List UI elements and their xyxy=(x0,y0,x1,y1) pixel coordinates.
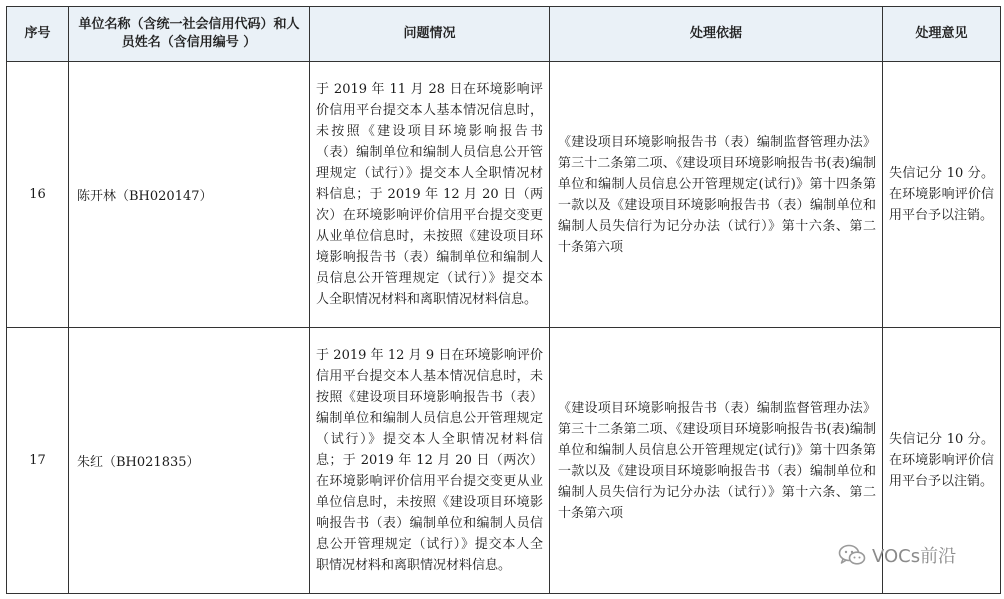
row-basis: 《建设项目环境影响报告书（表）编制监督管理办法》第三十二条第二项、《建设项目环境影响报告书(表)编制单位和编制人员信息公开管理规定(试行)》第十四条第一款以及《建设项目环境影响报告书（表）编制单位和编制人员失信行为记分办法（试行）》第十六条、第二十条第六项 xyxy=(550,328,883,594)
row-opinion: 失信记分 10 分。在环境影响评价信用平台予以注销。 xyxy=(883,328,1001,594)
row-problem: 于 2019 年 11 月 28 日在环境影响评价信用平台提交本人基本情况信息时，未按照《建设项目环境影响报告书（表）编制单位和编制人员信息公开管理规定（试行）》提交本人全职情况材料信息；于 2019 年 12 月 20 日（两次）在环境影响评价信用平台提交变更从业单位信息时，未按照《建设项目环境影响报告书（表）编制单位和编制人员信息公开管理规定（试行）》提交本人全职情况材料和离职情况材料信息。 xyxy=(310,62,550,328)
row-seq: 16 xyxy=(7,62,69,328)
row-name: 朱红（BH021835） xyxy=(69,328,310,594)
header-problem: 问题情况 xyxy=(310,7,550,62)
watermark-text: VOCs前沿 xyxy=(872,546,957,567)
row-basis: 《建设项目环境影响报告书（表）编制监督管理办法》第三十二条第二项、《建设项目环境影响报告书(表)编制单位和编制人员信息公开管理规定(试行)》第十四条第一款以及《建设项目环境影响报告书（表）编制单位和编制人员失信行为记分办法（试行）》第十六条、第二十条第六项 xyxy=(550,62,883,328)
watermark xyxy=(838,542,956,568)
row-problem: 于 2019 年 12 月 9 日在环境影响评价信用平台提交本人基本情况信息时，未按照《建设项目环境影响报告书（表）编制单位和编制人员信息公开管理规定（试行）》提交本人全职情况材料信息；于 2019 年 12 月 20 日（两次）在环境影响评价信用平台提交变更从业单位信息时，未按照《建设项目环境影响报告书（表）编制单位和编制人员信息公开管理规定（试行）》提交本人全职情况材料和离职情况材料信息。 xyxy=(310,328,550,594)
table-header-row xyxy=(7,7,1001,62)
penalty-table xyxy=(6,6,1001,594)
row-name: 陈开林（BH020147） xyxy=(69,62,310,328)
wechat-icon xyxy=(838,543,866,567)
header-name: 单位名称（含统一社会信用代码）和人员姓名（含信用编号 ） xyxy=(69,7,310,62)
header-opinion: 处理意见 xyxy=(883,7,1001,62)
table-row xyxy=(7,62,1001,328)
header-seq: 序号 xyxy=(7,7,69,62)
header-basis: 处理依据 xyxy=(550,7,883,62)
row-seq: 17 xyxy=(7,328,69,594)
row-opinion: 失信记分 10 分。在环境影响评价信用平台予以注销。 xyxy=(883,62,1001,328)
